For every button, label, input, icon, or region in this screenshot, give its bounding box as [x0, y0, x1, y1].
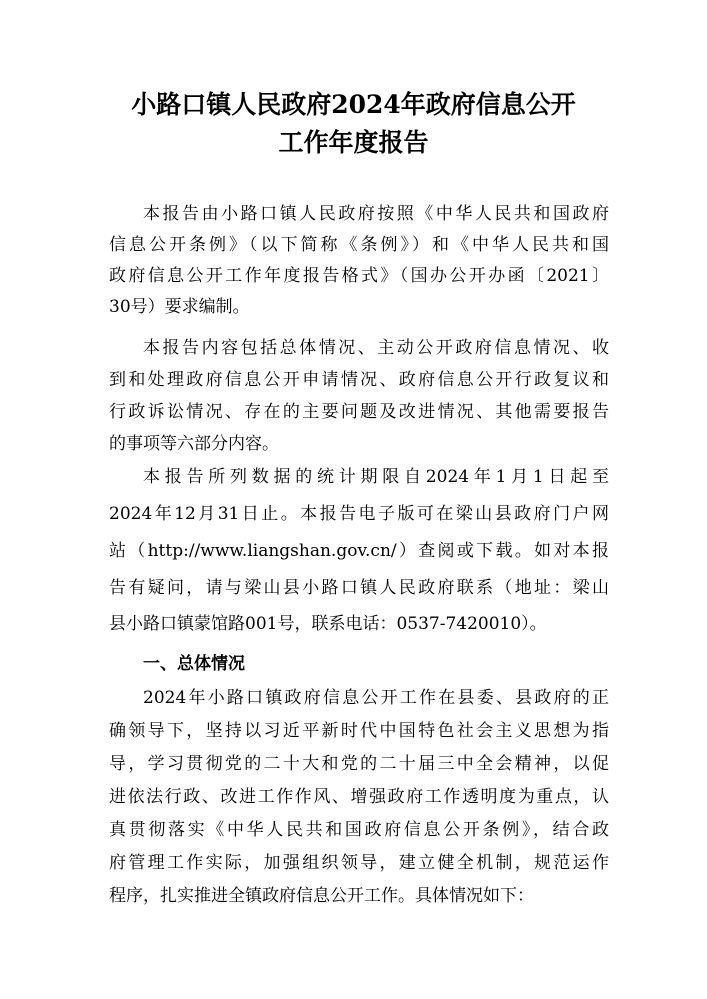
section-1-line-5: 真贯彻落实《中华人民共和国政府信息公开条例》，结合政: [109, 820, 609, 840]
document-title-line-2: 工作年度报告: [278, 128, 429, 157]
section-1-line-1: 2024年小路口镇政府信息公开工作在县委、县政府的正: [143, 688, 609, 708]
document-title-line-1: 小路口镇人民政府2024年政府信息公开: [131, 90, 576, 119]
section-1-line-6: 府管理工作实际，加强组织领导，建立健全机制，规范运作: [109, 853, 609, 873]
section-1-line-4: 进依法行政、改进工作作风、增强政府工作透明度为重点，认: [109, 787, 609, 807]
paragraph-2-line-2: 到和处理政府信息公开申请情况、政府信息公开行政复议和: [109, 370, 609, 390]
paragraph-3-line-2: 2024年12月31日止。本报告电子版可在梁山县政府门户网: [109, 504, 609, 524]
section-1-heading: 一、总体情况: [143, 654, 245, 674]
paragraph-3-line-1: 本报告所列数据的统计期限自2024年1月1日起至: [143, 467, 609, 487]
paragraph-1-line-4: 30号）要求编制。: [109, 297, 250, 317]
paragraph-3-line-3: 站（http://www.liangshan.gov.cn/）查阅或下载。如对本报: [109, 541, 609, 561]
paragraph-2-line-4: 的事项等六部分内容。: [109, 434, 279, 454]
section-1-line-7: 程序，扎实推进全镇政府信息公开工作。具体情况如下：: [109, 886, 534, 906]
paragraph-2-line-3: 行政诉讼情况、存在的主要问题及改进情况、其他需要报告: [109, 402, 609, 422]
paragraph-2-line-1: 本报告内容包括总体情况、主动公开政府信息情况、收: [143, 338, 609, 358]
paragraph-1-line-1: 本报告由小路口镇人民政府按照《中华人民共和国政府: [143, 204, 609, 224]
paragraph-3-line-5: 县小路口镇蒙馆路001号，联系电话：0537-7420010）。: [109, 614, 547, 634]
section-1-line-3: 导，学习贯彻党的二十大和党的二十届三中全会精神，以促: [109, 754, 609, 774]
paragraph-1-line-3: 政府信息公开工作年度报告格式》（国办公开办函〔2021〕: [109, 266, 609, 286]
paragraph-3-line-4: 告有疑问，请与梁山县小路口镇人民政府联系（地址：梁山: [109, 578, 609, 598]
section-1-line-2: 确领导下，坚持以习近平新时代中国特色社会主义思想为指: [109, 721, 609, 741]
paragraph-1-line-2: 信息公开条例》（以下简称《条例》）和《中华人民共和国: [109, 235, 609, 255]
